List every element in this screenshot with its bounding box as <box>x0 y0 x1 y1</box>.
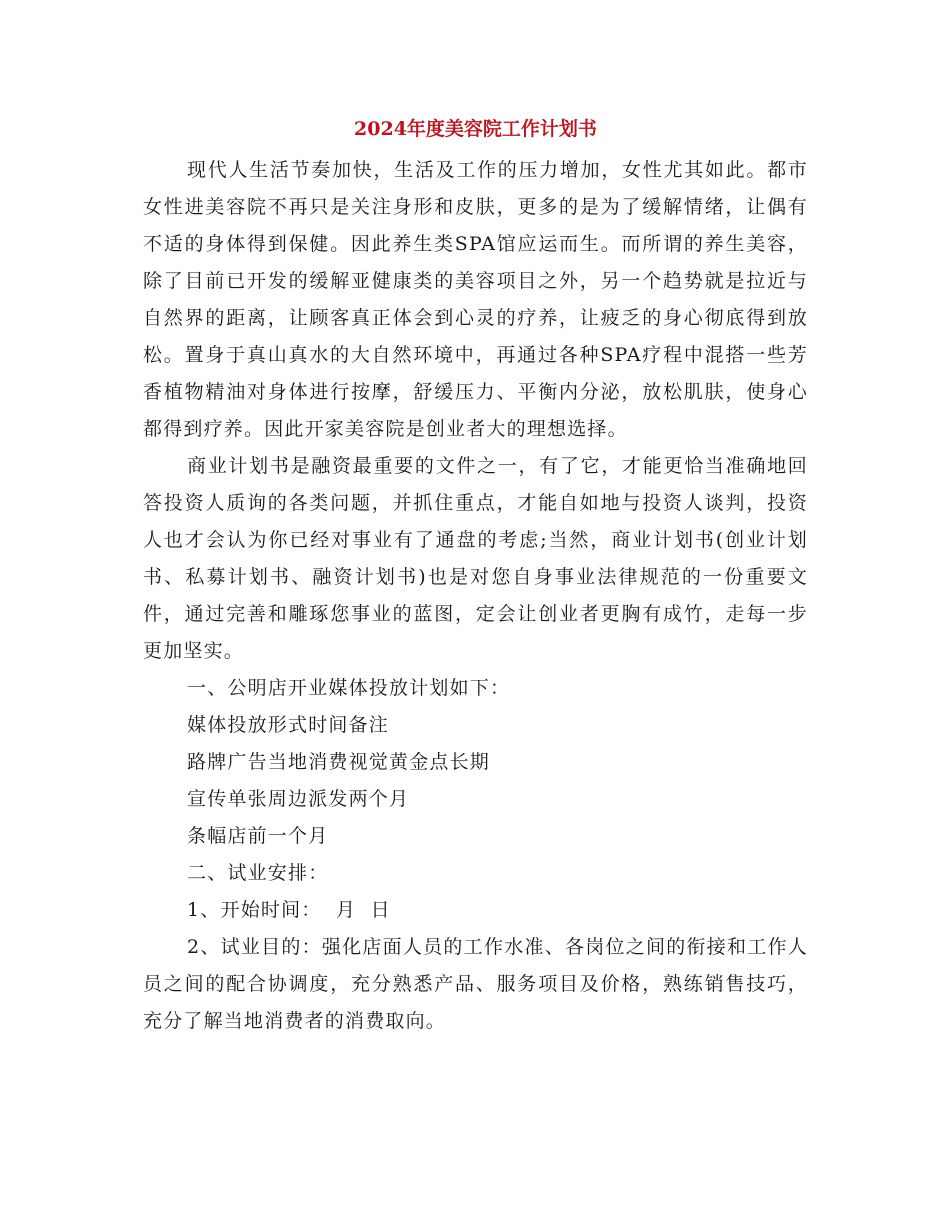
media-plan-row-billboard: 路牌广告当地消费视觉黄金点长期 <box>187 751 491 773</box>
media-plan-header-row: 媒体投放形式时间备注 <box>187 714 390 736</box>
media-plan-row-flyer: 宣传单张周边派发两个月 <box>187 788 410 810</box>
section-heading-trial: 二、试业安排： <box>187 862 329 884</box>
paragraph-business-plan: 商业计划书是融资最重要的文件之一，有了它，才能更恰当准确地回答投资人质询的各类问题，并抓住重点，才能自如地与投资人谈判，投资人也才会认为你已经对事业有了通盘的考虑;当然，商业计划书(创业计划书、私募计划书、融资计划书)也是对您自身事业法律规范的一份重要文件，通过完善和雕琢您事业的蓝图，定会让创业者更胸有成竹，走每一步更加坚实。 <box>143 455 808 662</box>
paragraph-trial-purpose: 2、试业目的：强化店面人员的工作水准、各岗位之间的衔接和工作人员之间的配合协调度，充分熟悉产品、服务项目及价格，熟练销售技巧，充分了解当地消费者的消费取向。 <box>143 936 808 1032</box>
document-title: 2024年度美容院工作计划书 <box>354 118 597 140</box>
paragraph-intro: 现代人生活节奏加快，生活及工作的压力增加，女性尤其如此。都市女性进美容院不再只是关注身形和皮肤，更多的是为了缓解情绪，让偶有不适的身体得到保健。因此养生类SPA馆应运而生。而所谓的养生美容，除了目前已开发的缓解亚健康类的美容项目之外，另一个趋势就是拉近与自然界的距离，让顾客真正体会到心灵的疗养，让疲乏的身心彻底得到放松。置身于真山真水的大自然环境中，再通过各种SPA疗程中混搭一些芳香植物精油对身体进行按摩，舒缓压力、平衡内分泌，放松肌肤，使身心都得到疗养。因此开家美容院是创业者大的理想选择。 <box>143 159 808 440</box>
media-plan-row-banner: 条幅店前一个月 <box>187 825 329 847</box>
document-page <box>143 112 808 1040</box>
section-heading-media-plan: 一、公明店开业媒体投放计划如下： <box>187 677 511 699</box>
trial-start-time: 1、开始时间： 月 日 <box>187 899 391 921</box>
